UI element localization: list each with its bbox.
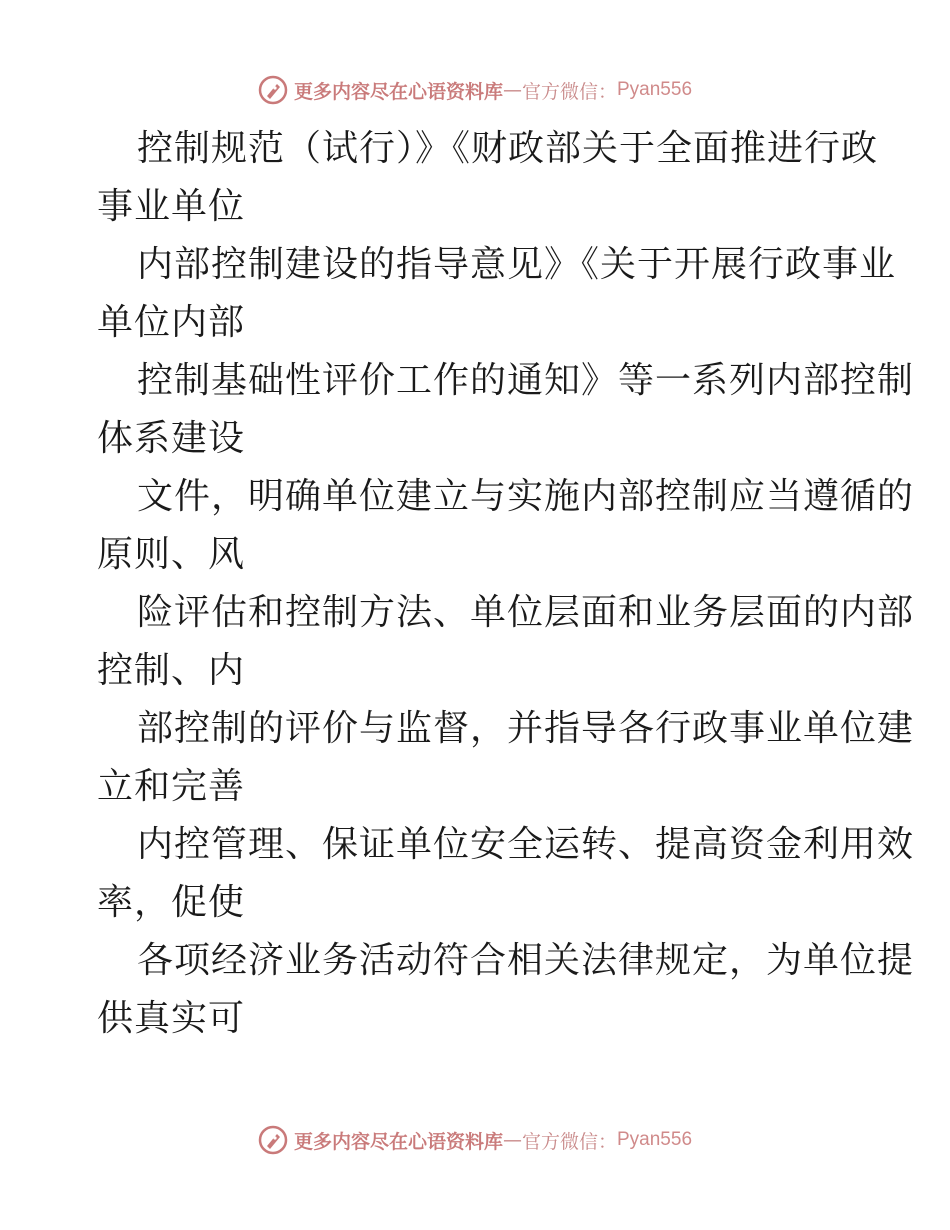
body-line: 控制基础性评价工作的通知》等一系列内部控制 — [137, 360, 915, 401]
body-line: 供真实可 — [97, 998, 246, 1039]
footer-watermark — [0, 1122, 950, 1158]
watermark-main-text: 更多内容尽在心语资料库 — [293, 80, 503, 103]
body-line: 率，促使 — [97, 882, 246, 923]
body-line: 内控管理、保证单位安全运转、提高资金利用效 — [137, 824, 915, 865]
body-line: 各项经济业务活动符合相关法律规定，为单位提 — [137, 940, 915, 981]
pen-nib-logo-icon — [258, 75, 288, 105]
body-line: 控制、内 — [97, 650, 246, 691]
body-line: 立和完善 — [97, 766, 246, 807]
body-line: 原则、风 — [97, 534, 246, 575]
body-line: 文件，明确单位建立与实施内部控制应当遵循的 — [137, 476, 915, 517]
body-line: 部控制的评价与监督，并指导各行政事业单位建 — [137, 708, 915, 749]
pen-nib-logo-icon — [258, 1125, 288, 1155]
document-body — [97, 120, 915, 1048]
body-line: 事业单位 — [97, 186, 246, 227]
watermark-wechat-id: Pyan556 — [617, 79, 693, 100]
header-watermark — [0, 72, 950, 108]
watermark-wechat-label: 官方微信： — [521, 80, 617, 103]
watermark-separator: — — [502, 1129, 522, 1151]
watermark-wechat-id: Pyan556 — [617, 1129, 693, 1150]
watermark-separator: — — [502, 79, 522, 101]
body-line: 控制规范（试行）》《财政部关于全面推进行政 — [137, 128, 879, 169]
body-line: 险评估和控制方法、单位层面和业务层面的内部 — [137, 592, 915, 633]
body-line: 体系建设 — [97, 418, 246, 459]
watermark-wechat-label: 官方微信： — [521, 1130, 617, 1153]
body-line: 内部控制建设的指导意见》《关于开展行政事业 — [137, 244, 897, 285]
watermark-main-text: 更多内容尽在心语资料库 — [293, 1130, 503, 1153]
body-line: 单位内部 — [97, 302, 246, 343]
